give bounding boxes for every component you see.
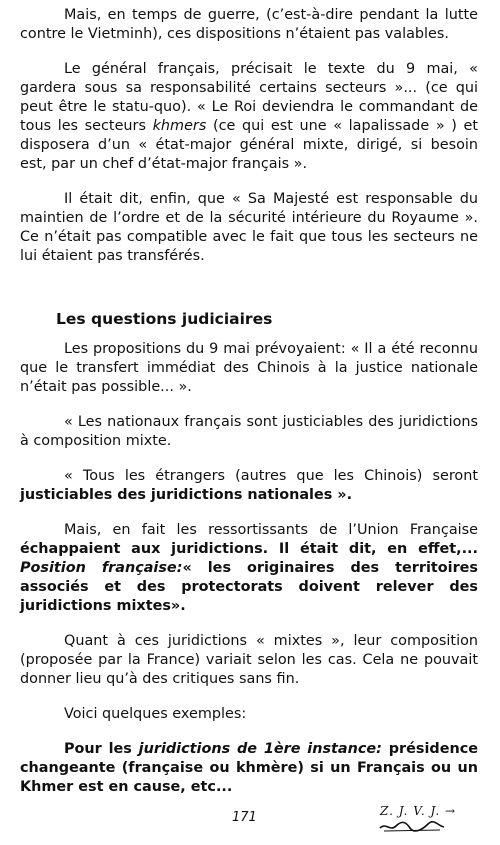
text-run-bold: justiciables des juridictions nationales ». <box>20 487 353 503</box>
text-run: « Tous les étrangers (autres que les Chinois) seront <box>64 468 478 484</box>
paragraph-french-general <box>20 60 478 174</box>
text-run-bold: échappaient aux juridictions. Il était dit, en effet,... <box>20 541 478 557</box>
text-run: présidence changeante (française ou khmère) si un Français ou un Khmer est en cause, etc... <box>20 741 478 795</box>
text-run: Le général français, précisait le texte du 9 mai, « gardera sous sa responsabilité certains secteurs »... (ce qui peut être le statu-quo). « Le Roi deviendra le commandant de tous les secteurs <box>20 61 478 134</box>
paragraph-union-francaise <box>20 521 478 616</box>
signature-mark <box>378 818 448 834</box>
handwritten-initials: Z. J. V. J. → <box>380 804 457 818</box>
text-run-bold: « les originaires des territoires associés et des protectorats doivent relever des juridictions mixtes». <box>20 560 478 614</box>
text-run-italic: juridictions de 1ère instance: <box>138 741 382 757</box>
page-number: 171 <box>232 810 257 825</box>
text-run: (ce qui est une « lapalissade » ) et disposera d’un « état-major général mixte, dirigé, si besoin est, par un chef d’état-major français ». <box>20 118 478 172</box>
paragraph-propositions: Les propositions du 9 mai prévoyaient: « Il a été reconnu que le transfert immédiat des Chinois à la justice nationale n’était pas possible... ». <box>20 341 478 395</box>
paragraph-foreigners <box>20 467 478 505</box>
text-run-italic: khmers <box>152 118 207 134</box>
section-heading: Les questions judiciaires <box>56 310 273 328</box>
paragraph-war-dispositions: Mais, en temps de guerre, (c’est-à-dire pendant la lutte contre le Vietminh), ces dispositions n’étaient pas valables. <box>20 7 478 42</box>
paragraph-mixed-jurisdictions: Quant à ces juridictions « mixtes », leur composition (proposée par la France) variait selon les cas. Cela ne pouvait donner lieu qu’à des critiques sans fin. <box>20 633 478 687</box>
paragraph-first-instance <box>20 740 478 797</box>
paragraph-nationals: « Les nationaux français sont justiciables des juridictions à composition mixte. <box>20 414 478 449</box>
text-run: Mais, en fait les ressortissants de l’Union Française <box>64 522 478 538</box>
text-run-bold-italic: Position française: <box>20 560 183 576</box>
paragraph-examples-intro: Voici quelques exemples: <box>64 706 247 722</box>
paragraph-majesty-responsible: Il était dit, enfin, que « Sa Majesté est responsable du maintien de l’ordre et de la sécurité intérieure du Royaume ». Ce n’était pas compatible avec le fait que tous les secteurs ne lui étaient pas transférés. <box>20 191 478 264</box>
text-run: Pour les <box>64 741 139 757</box>
